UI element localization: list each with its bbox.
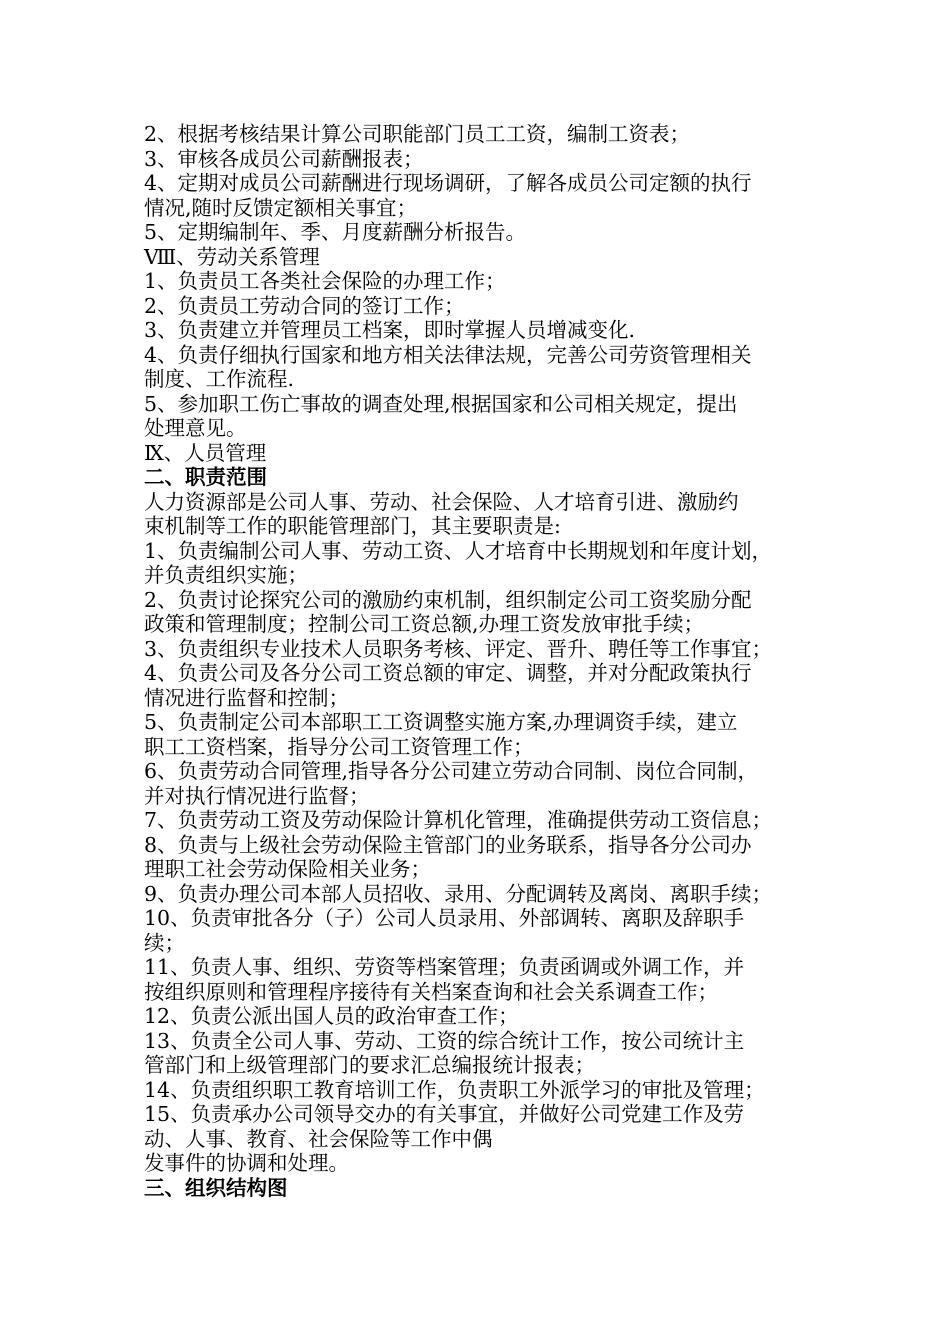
text-line: 10、负责审批各分（子）公司人员录用、外部调转、离职及辞职手 (144, 906, 745, 930)
text-line: 4、负责公司及各分公司工资总额的审定、调整，并对分配政策执行 (144, 661, 752, 685)
text-line: 管部门和上级管理部门的要求汇总编报统计报表； (144, 1053, 595, 1077)
text-line: 1、负责编制公司人事、劳动工资、人才培育中长期规划和年度计划， (144, 538, 773, 563)
text-line: Ⅸ、人员管理 (144, 440, 267, 465)
text-line: 1、负责员工各类社会保险的办理工作； (144, 269, 506, 293)
text-line: 束机制等工作的职能管理部门，其主要职责是: (144, 514, 561, 538)
text-line: 3、负责组织专业技术人员职务考核、评定、晋升、聘任等工作事宜； (144, 636, 773, 661)
text-line: 15、负责承办公司领导交办的有关事宜，并做好公司党建工作及劳 (144, 1102, 745, 1126)
section-heading: 二、职责范围 (144, 465, 267, 489)
text-line: 9、负责办理公司本部人员招收、录用、分配调转及离岗、离职手续； (144, 881, 773, 906)
text-line: 12、负责公派出国人员的政治审查工作； (144, 1004, 519, 1028)
text-line: 3、负责建立并管理员工档案，即时掌握人员增减变化. (144, 318, 636, 342)
text-line: 6、负责劳动合同管理,指导各分公司建立劳动合同制、岗位合同制， (144, 759, 759, 783)
text-line: 2、负责员工劳动合同的签订工作； (144, 293, 465, 318)
text-line: 处理意见。 (144, 416, 247, 440)
text-line: 5、负责制定公司本部职工工资调整实施方案,办理调资手续，建立 (144, 710, 738, 734)
text-line: 7、负责劳动工资及劳动保险计算机化管理，准确提供劳动工资信息； (144, 808, 773, 832)
text-line: 动、人事、教育、社会保险等工作中偶 (144, 1126, 493, 1151)
text-line: 情况,随时反馈定额相关事宜； (144, 195, 418, 220)
text-line: 政策和管理制度；控制公司工资总额,办理工资发放审批手续； (144, 612, 705, 636)
text-line: 8、负责与上级社会劳动保险主管部门的业务联系，指导各分公司办 (144, 832, 752, 857)
text-line: 并对执行情况进行监督； (144, 783, 370, 808)
text-line: 发事件的协调和处理。 (144, 1151, 349, 1175)
text-line: 2、根据考核结果计算公司职能部门员工工资，编制工资表； (144, 122, 691, 146)
text-line: 人力资源部是公司人事、劳动、社会保险、人才培育引进、激励约 (144, 489, 739, 514)
text-line: Ⅷ、劳动关系管理 (144, 244, 320, 269)
text-line: 13、负责全公司人事、劳动、工资的综合统计工作，按公司统计主 (144, 1028, 745, 1053)
text-line: 职工工资档案，指导分公司工资管理工作； (144, 734, 534, 759)
section-heading: 三、组织结构图 (144, 1175, 288, 1200)
text-line: 理职工社会劳动保险相关业务； (144, 857, 431, 881)
text-line: 14、负责组织职工教育培训工作，负责职工外派学习的审批及管理； (144, 1077, 765, 1102)
text-line: 11、负责人事、组织、劳资等档案管理；负责函调或外调工作，并 (144, 955, 745, 979)
text-line: 制度、工作流程. (144, 367, 295, 391)
text-line: 5、定期编制年、季、月度薪酬分析报告。 (144, 220, 527, 244)
text-line: 3、审核各成员公司薪酬报表； (144, 146, 424, 171)
text-line: 5、参加职工伤亡事故的调查处理,根据国家和公司相关规定，提出 (144, 391, 738, 416)
document-page (144, 122, 824, 1200)
text-line: 4、负责仔细执行国家和地方相关法律法规，完善公司劳资管理相关 (144, 342, 752, 367)
text-line: 续； (144, 930, 185, 955)
text-line: 按组织原则和管理程序接待有关档案查询和社会关系调查工作； (144, 979, 718, 1004)
text-line: 情况进行监督和控制； (144, 685, 349, 710)
text-line: 4、定期对成员公司薪酬进行现场调研，了解各成员公司定额的执行 (144, 171, 752, 195)
text-line: 并负责组织实施； (144, 563, 308, 587)
text-line: 2、负责讨论探究公司的激励约束机制，组织制定公司工资奖励分配 (144, 587, 752, 612)
